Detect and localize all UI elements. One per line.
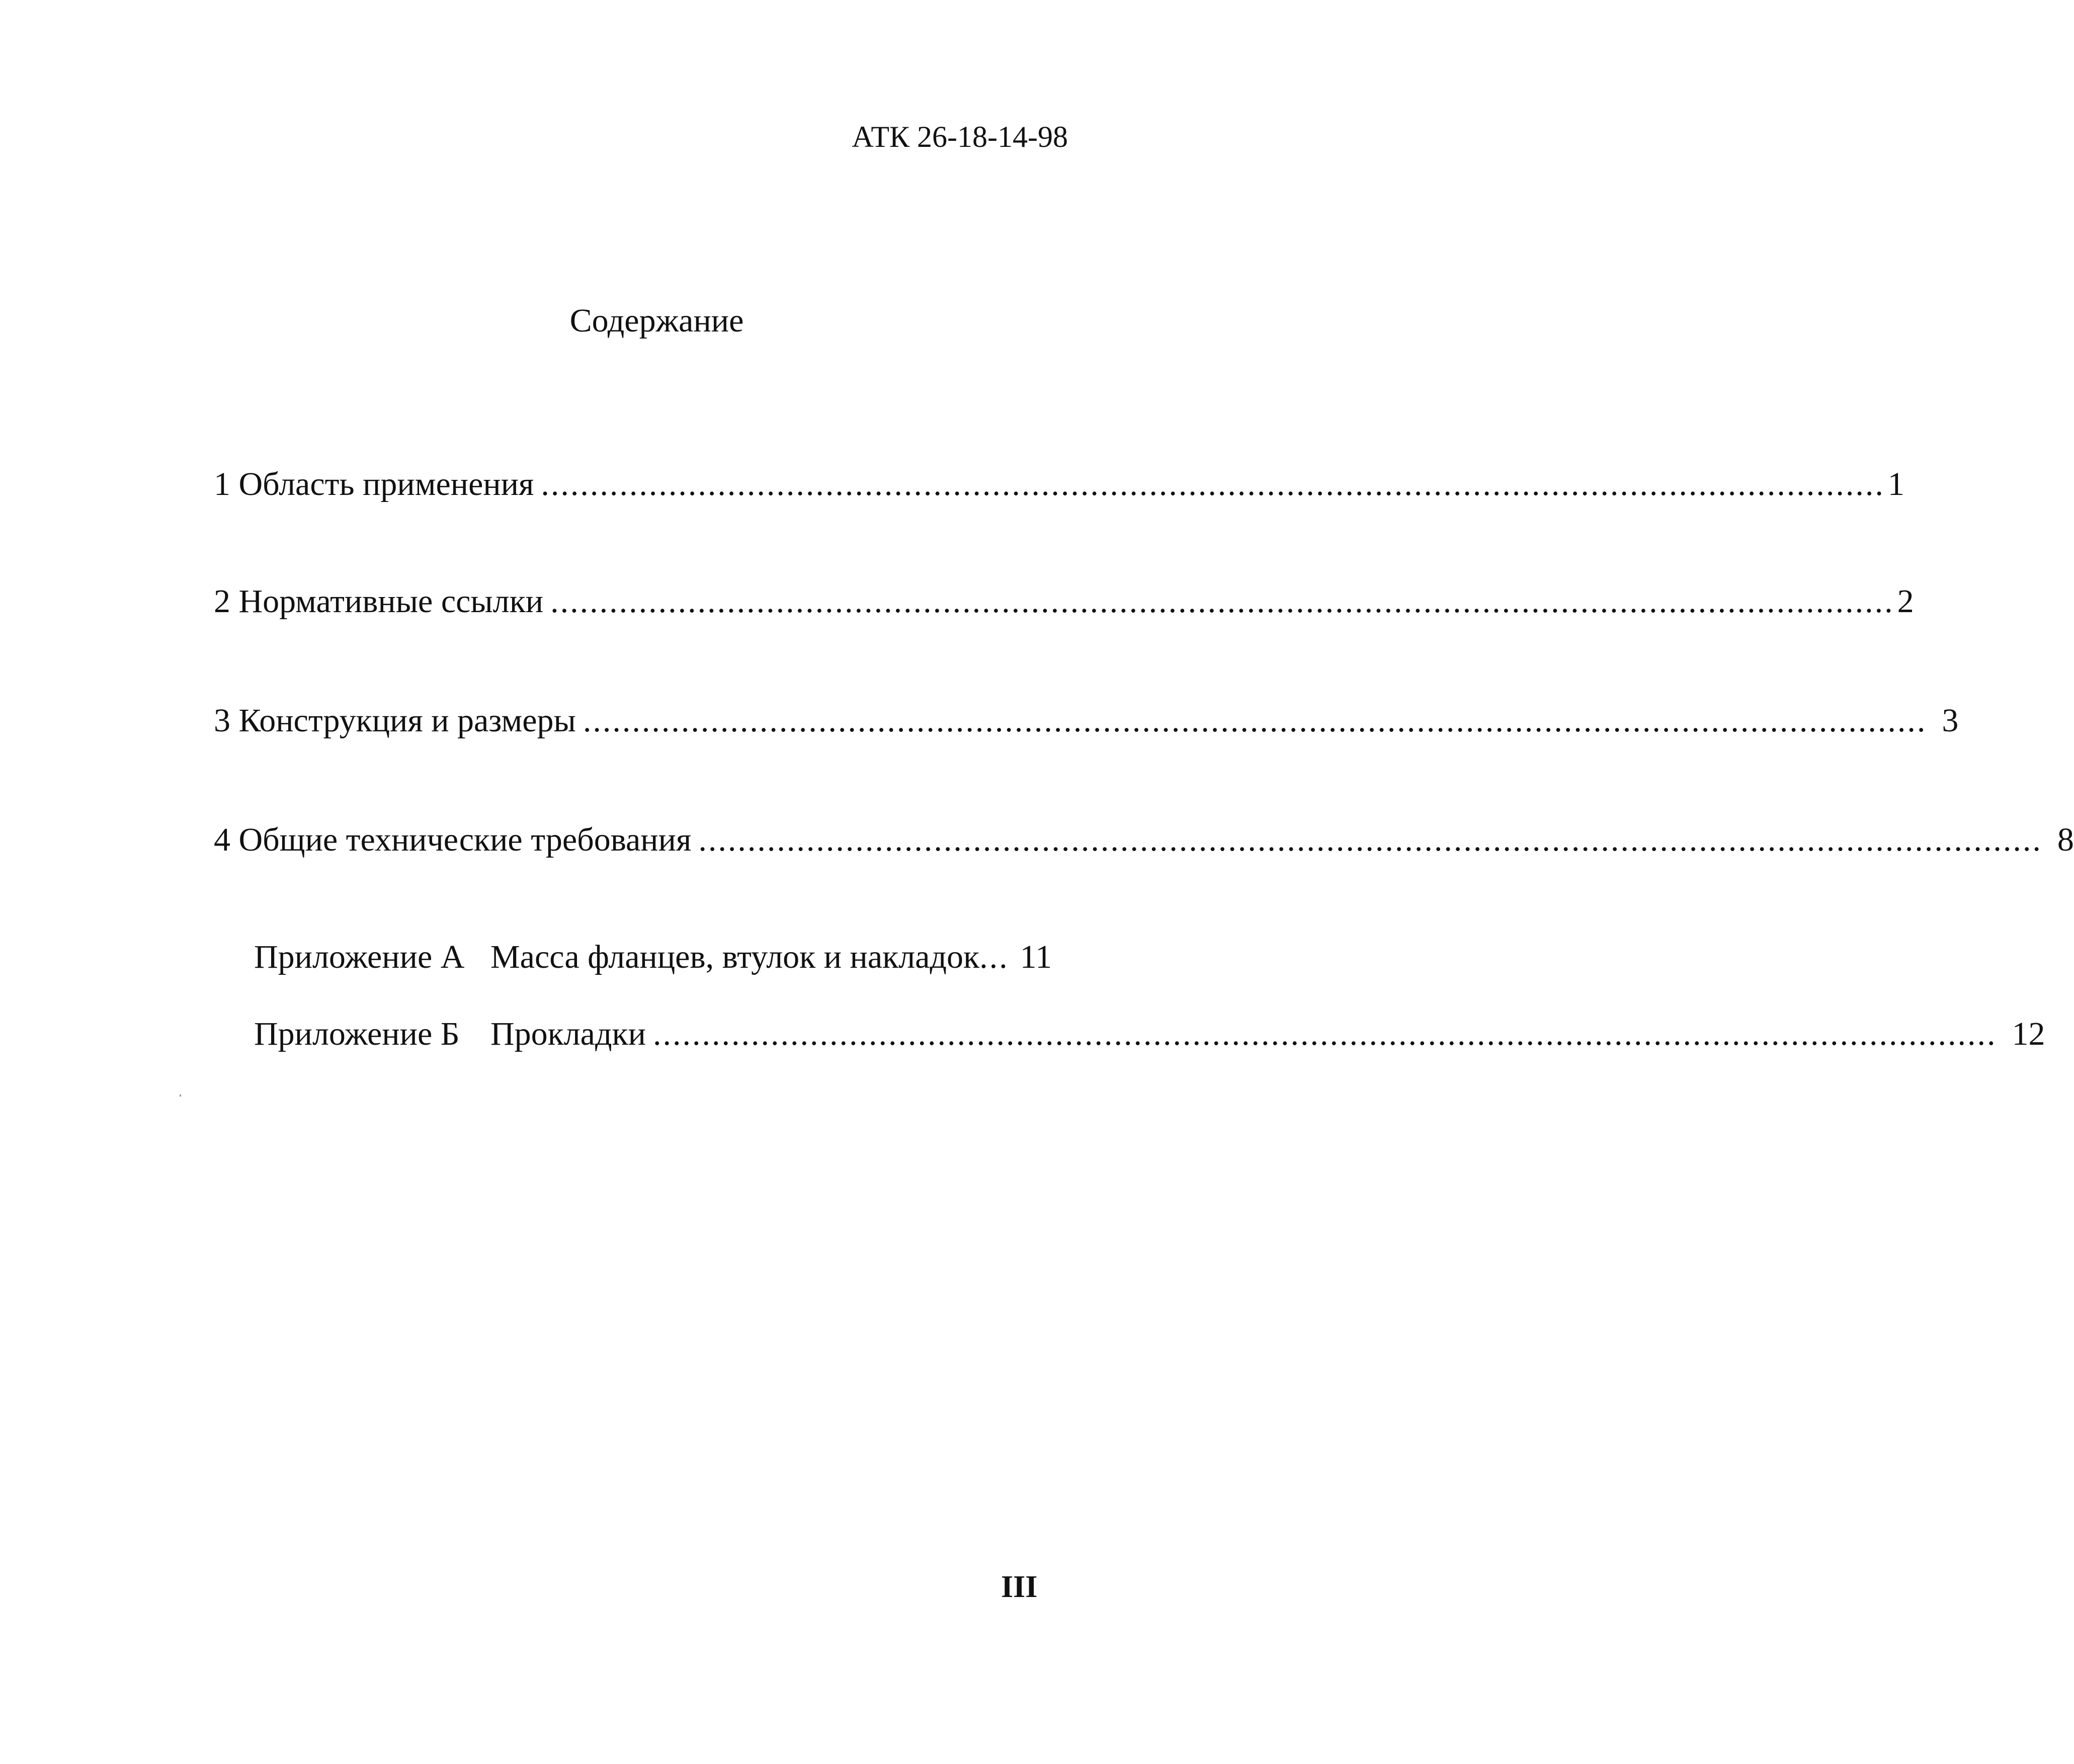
toc-entry-3[interactable]: [214, 702, 1959, 740]
scan-speck: [180, 1095, 181, 1097]
page-number: III: [1001, 1570, 1038, 1604]
appendix-name: Приложение А: [254, 939, 465, 975]
toc-appendix-b[interactable]: [254, 1015, 2045, 1053]
appendix-title: Прокладки: [490, 1016, 646, 1052]
toc-entry-label: 4 Общие технические требования: [214, 821, 692, 858]
toc-entry-page: 1: [1887, 466, 1904, 502]
leader-dots: ...: [979, 939, 1009, 975]
toc-entry-1[interactable]: [214, 465, 1904, 503]
appendix-page: 11: [1020, 939, 1052, 975]
leader-dots: .........................................................................................................................................: [698, 821, 2042, 858]
toc-entry-4[interactable]: [214, 821, 2074, 859]
leader-dots: .........................................................................................................................................: [583, 702, 1927, 739]
appendix-name: Приложение Б: [254, 1016, 460, 1052]
toc-title: Содержание: [569, 302, 744, 339]
leader-dots: .........................................................................................................................................: [550, 583, 1894, 620]
toc-entry-page: 3: [1942, 702, 1959, 739]
appendix-label: [254, 938, 979, 976]
appendix-page: 12: [2012, 1016, 2045, 1052]
toc-appendix-a[interactable]: [254, 938, 1065, 976]
toc-entry-label: 3 Конструкция и размеры: [214, 702, 576, 739]
toc-entry-page: 8: [2057, 821, 2074, 858]
toc-entry-2[interactable]: [214, 582, 1914, 621]
document-code: АТК 26-18-14-98: [852, 120, 1068, 153]
appendix-label: [254, 1015, 653, 1053]
toc-entry-label: 2 Нормативные ссылки: [214, 583, 544, 620]
toc-entry-page: 2: [1897, 583, 1914, 620]
leader-dots: .........................................................................................................................................: [652, 1016, 1997, 1052]
leader-dots: .........................................................................................................................................: [541, 466, 1885, 502]
appendix-title: Масса фланцев, втулок и накладок: [490, 939, 980, 975]
toc-entry-label: 1 Область применения: [214, 466, 534, 502]
